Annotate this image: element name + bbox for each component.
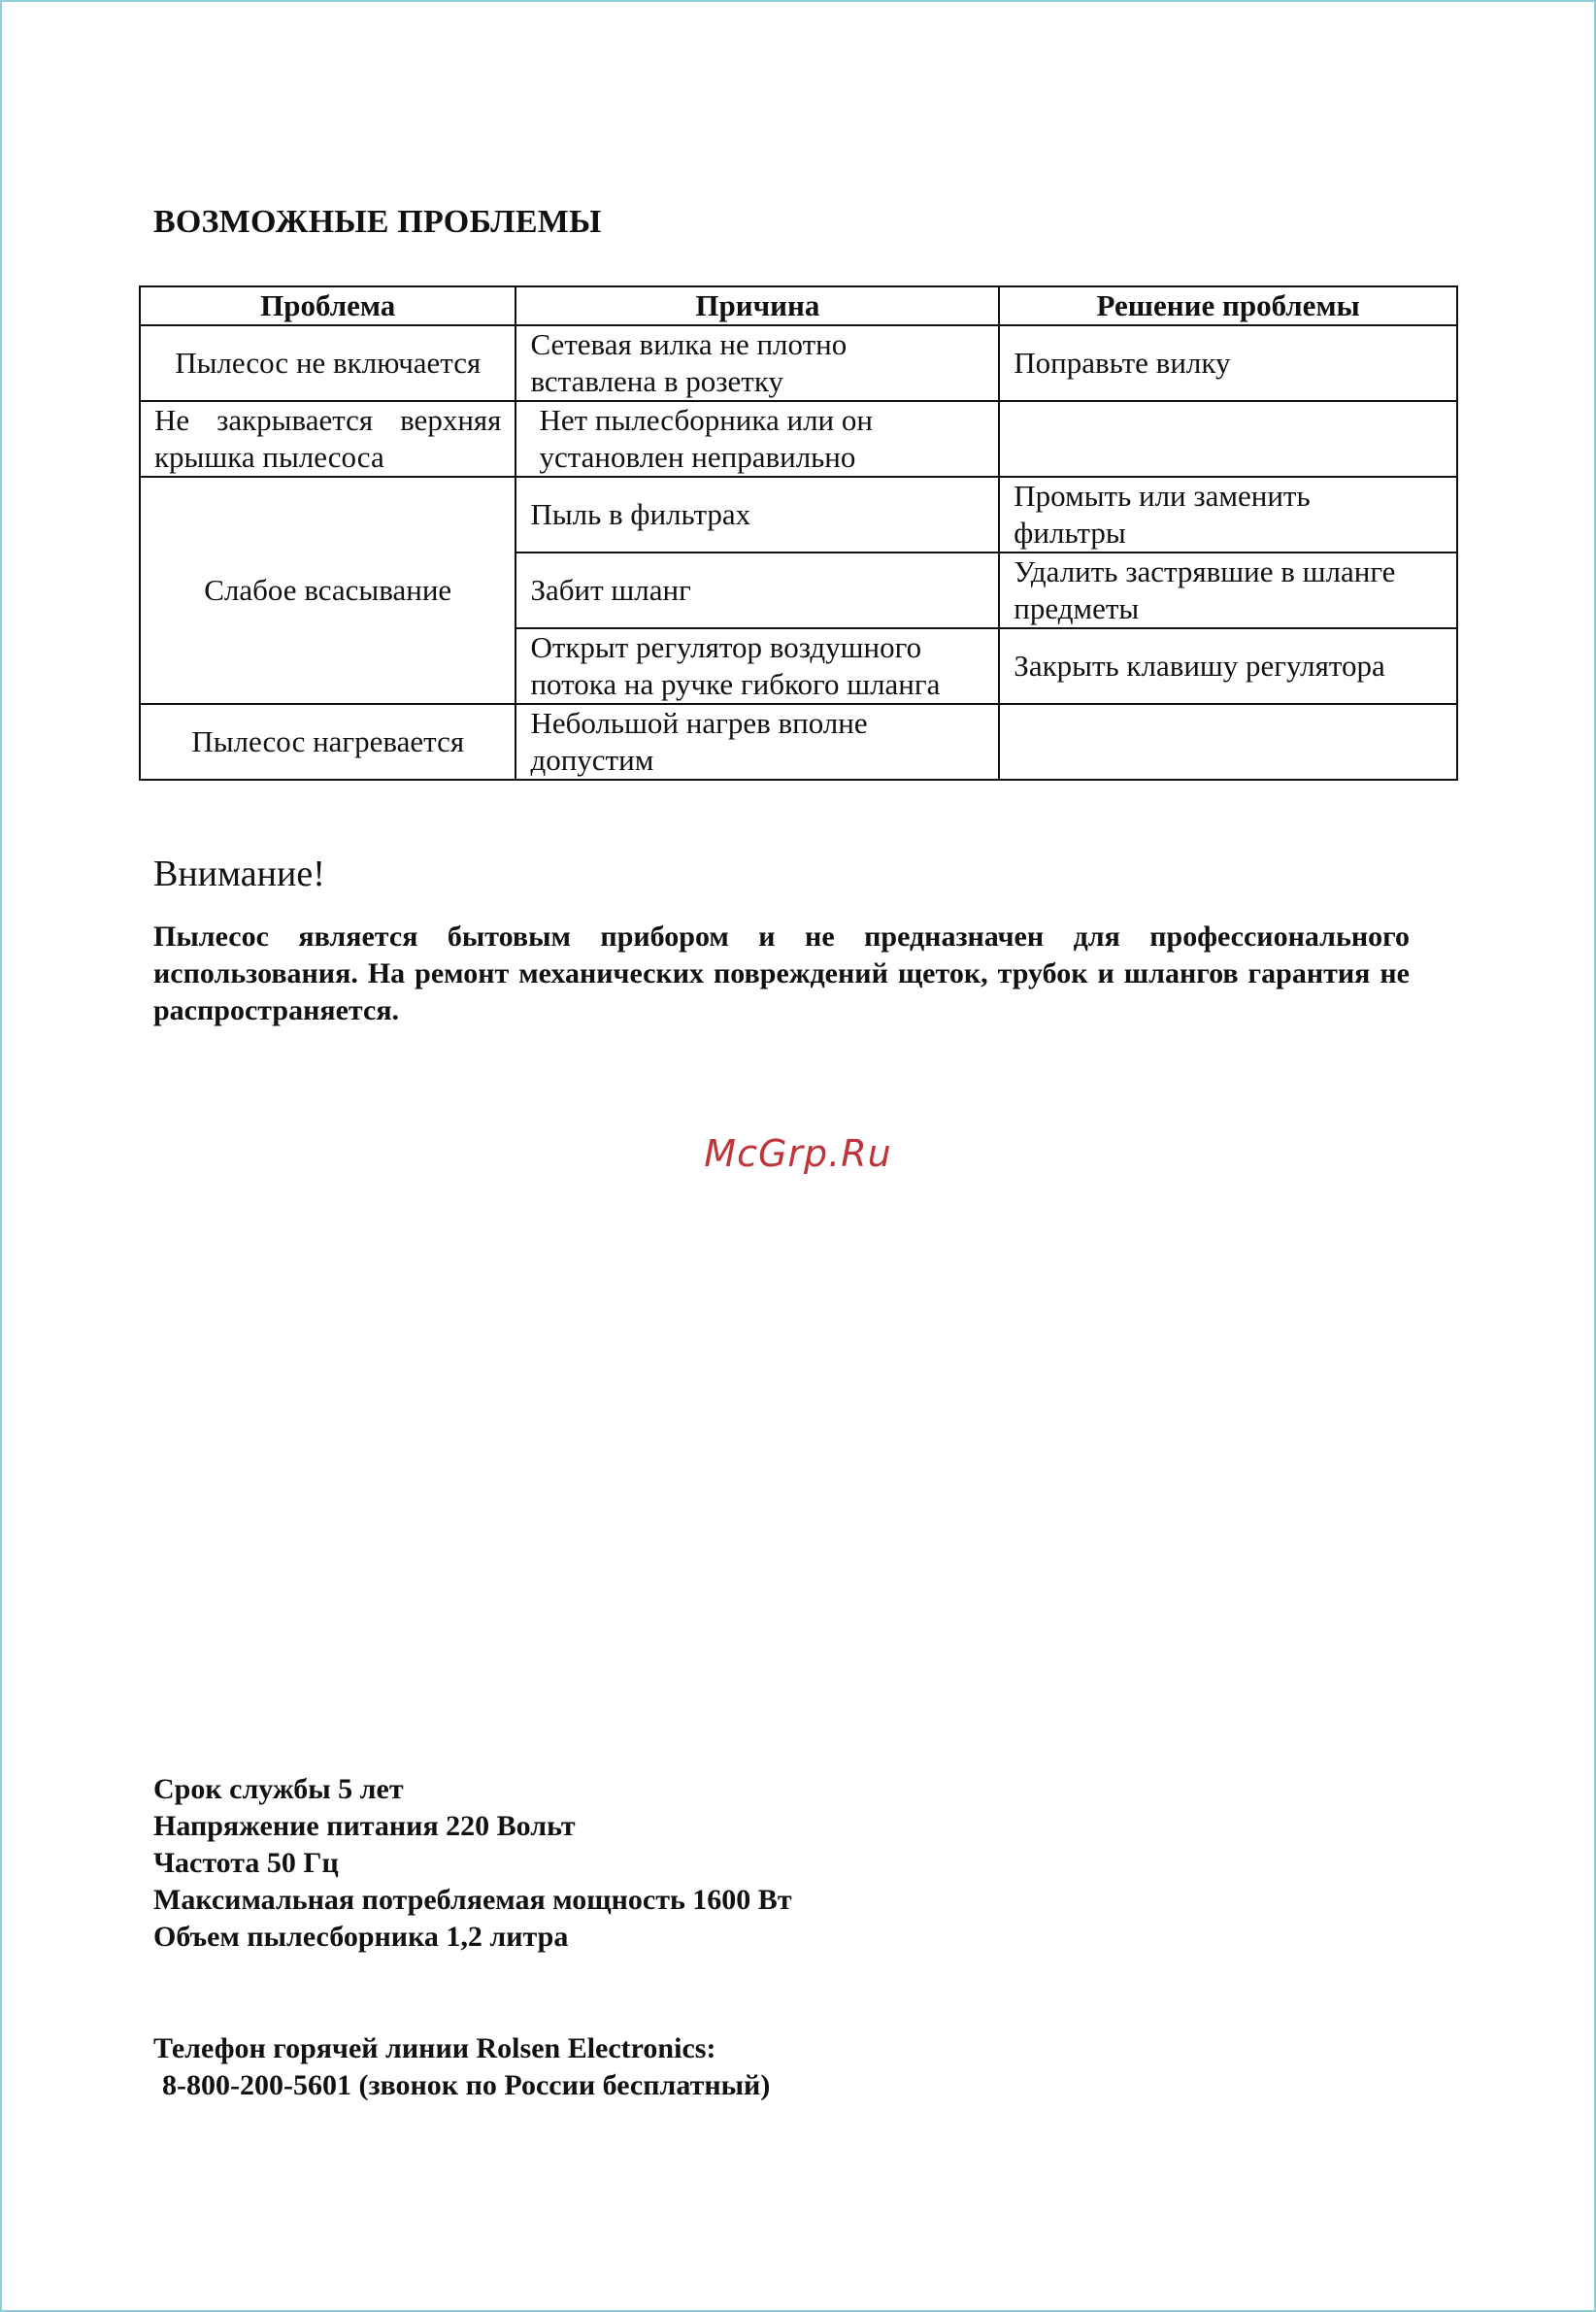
hotline-number: 8-800-200-5601 (звонок по России бесплатный) bbox=[162, 2069, 771, 2101]
cause-cell bbox=[515, 553, 999, 628]
cause-cell bbox=[515, 325, 999, 401]
solution-cell bbox=[999, 477, 1457, 553]
problem-line: Не закрывается верхняя bbox=[154, 403, 502, 437]
table-row bbox=[140, 401, 1457, 477]
solution-cell-empty bbox=[999, 704, 1457, 780]
cause-line: вставлена в розетку bbox=[530, 364, 783, 398]
watermark: McGrp.Ru bbox=[704, 1132, 892, 1175]
solution-line: Закрыть клавишу регулятора bbox=[1014, 649, 1385, 683]
solution-line: предметы bbox=[1014, 591, 1140, 625]
solution-line: Поправьте вилку bbox=[1014, 346, 1231, 380]
table-row bbox=[140, 477, 1457, 553]
table-header-row bbox=[140, 286, 1457, 325]
table-row bbox=[140, 325, 1457, 401]
problem-cell: Слабое всасывание bbox=[140, 477, 515, 704]
solution-cell bbox=[999, 325, 1457, 401]
cause-line: Открыт регулятор воздушного bbox=[530, 630, 922, 664]
troubleshooting-table bbox=[139, 285, 1458, 781]
solution-cell-empty bbox=[999, 401, 1457, 477]
spec-line: Напряжение питания 220 Вольт bbox=[153, 1810, 576, 1842]
cause-cell bbox=[515, 704, 999, 780]
problem-cell: Пылесос нагревается bbox=[140, 704, 515, 780]
cause-line: Небольшой нагрев вполне bbox=[530, 706, 868, 740]
cause-line: Сетевая вилка не плотно bbox=[530, 327, 848, 361]
solution-line: Удалить застрявшие в шланге bbox=[1014, 554, 1396, 588]
problem-line: крышка пылесоса bbox=[154, 440, 384, 474]
solution-cell bbox=[999, 553, 1457, 628]
attention-title: Внимание! bbox=[153, 854, 325, 894]
cause-line: допустим bbox=[530, 743, 654, 777]
cause-cell bbox=[515, 628, 999, 704]
cause-cell bbox=[515, 477, 999, 553]
header-cause: Причина bbox=[515, 286, 999, 325]
spec-line: Объем пылесборника 1,2 литра bbox=[153, 1921, 569, 1953]
cause-cell bbox=[515, 401, 999, 477]
specifications bbox=[153, 1771, 792, 1956]
cause-line: Нет пылесборника или он bbox=[539, 403, 873, 437]
problem-cell bbox=[140, 401, 515, 477]
header-problem: Проблема bbox=[140, 286, 515, 325]
table-row bbox=[140, 704, 1457, 780]
page-title: ВОЗМОЖНЫЕ ПРОБЛЕМЫ bbox=[153, 204, 602, 240]
header-solution: Решение проблемы bbox=[999, 286, 1457, 325]
spec-line: Частота 50 Гц bbox=[153, 1847, 339, 1879]
cause-line: установлен неправильно bbox=[539, 440, 856, 474]
hotline bbox=[153, 2030, 770, 2104]
cause-line: Пыль в фильтрах bbox=[530, 497, 751, 531]
cause-line: Забит шланг bbox=[530, 573, 691, 607]
problem-cell: Пылесос не включается bbox=[140, 325, 515, 401]
solution-line: Промыть или заменить bbox=[1014, 479, 1311, 513]
attention-text: Пылесос является бытовым прибором и не предназначен для профессионального использования. На ремонт механических повреждений щеток, трубок и шлангов гарантия не распространяется. bbox=[153, 921, 1410, 1026]
solution-cell bbox=[999, 628, 1457, 704]
solution-line: фильтры bbox=[1014, 516, 1126, 550]
cause-line: потока на ручке гибкого шланга bbox=[530, 667, 941, 701]
spec-line: Максимальная потребляемая мощность 1600 Вт bbox=[153, 1884, 792, 1916]
spec-line: Срок службы 5 лет bbox=[153, 1773, 404, 1805]
hotline-label: Телефон горячей линии Rolsen Electronics: bbox=[153, 2032, 716, 2064]
